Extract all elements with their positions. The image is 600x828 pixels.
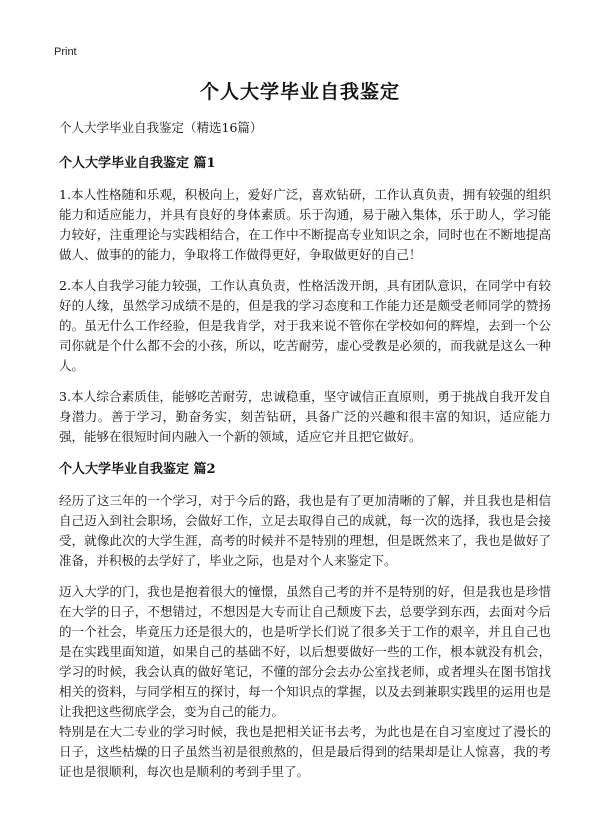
section-2-paragraph-2: 迈入大学的门，我也是抱着很大的憧憬，虽然自己考的并不是特别的好，但是我也是珍惜在大学的日子，不想错过，不想因是大专而让自己颓废下去，总要学到东西，去面对今后的一个社会，毕竟压力还是很大的，也是听学长们说了很多关于工作的艰辛，并且自己也是在实践里面知道，如果自己的基础不好，以后想要做好一些的工作，根本就没有机会，学习的时候，我会认真的做好笔记，不懂的部分会去办公室找老师，或者埋头在图书馆找相关的资料，与同学相互的探讨，每一个知识点的掌握，以及去到兼职实践里的运用也是让我把这些彻底学会，变为自己的能力。 [59, 584, 551, 719]
print-label[interactable]: Print [54, 46, 77, 58]
section-2-paragraph-3: 特别是在大二专业的学习时候，我也是把相关证书去考，为此也是在自习室度过了漫长的日子，这些枯燥的日子虽然当初是很煎熬的，但是最后得到的结果却是让人惊喜，我的考证也是很顺利，每次也是顺利的考到手里了。 [59, 724, 551, 779]
section-heading-2: 个人大学毕业自我鉴定 篇2 [59, 462, 216, 477]
section-1-paragraph-1: 1.本人性格随和乐观，积极向上，爱好广泛，喜欢钻研，工作认真负责，拥有较强的组织能力和适应能力，并具有良好的身体素质。乐于沟通，易于融入集体，乐于助人，学习能力较好，注重理论与实践相结合，在工作中不断提高专业知识之余，同时也在不断地提高做人、做事的的能力，争取将工作做得更好，争取做更好的自己！ [59, 187, 551, 262]
section-1-paragraph-3: 3.本人综合素质佳，能够吃苦耐劳，忠诚稳重，坚守诚信正直原则，勇于挑战自我开发自身潜力。善于学习，勤奋务实，刻苦钻研，具备广泛的兴趣和很丰富的知识，适应能力强，能够在很短时间内融入一个新的领域，适应它并且把它做好。 [59, 389, 551, 444]
document-title: 个人大学毕业自我鉴定 [199, 81, 400, 103]
section-2-paragraph-1: 经历了这三年的一个学习，对于今后的路，我也是有了更加清晰的了解，并且我也是相信自己迈入到社会职场，会做好工作，立足去取得自己的成就，每一次的选择，我也是会接受，就像此次的大学生涯，高考的时候并不是特别的理想，但是既然来了，我也是做好了准备，并积极的去学好了，毕业之际，也是对个人来鉴定下。 [59, 493, 551, 568]
document-subtitle: 个人大学毕业自我鉴定（精选16篇） [59, 120, 263, 135]
section-1-paragraph-2: 2.本人自我学习能力较强，工作认真负责，性格活泼开朗，具有团队意识，在同学中有较好的人缘，虽然学习成绩不是的，但是我的学习态度和工作能力还是颇受老师同学的赞扬的。虽无什么工作经验，但是我肯学，对于我来说不管你在学校如何的辉煌，去到一个公司你就是个什么都不会的小孩，所以，吃苦耐劳，虚心受教是必须的，而我就是这么一种人。 [59, 278, 551, 373]
section-heading-1: 个人大学毕业自我鉴定 篇1 [59, 156, 216, 171]
document-body [59, 118, 551, 793]
